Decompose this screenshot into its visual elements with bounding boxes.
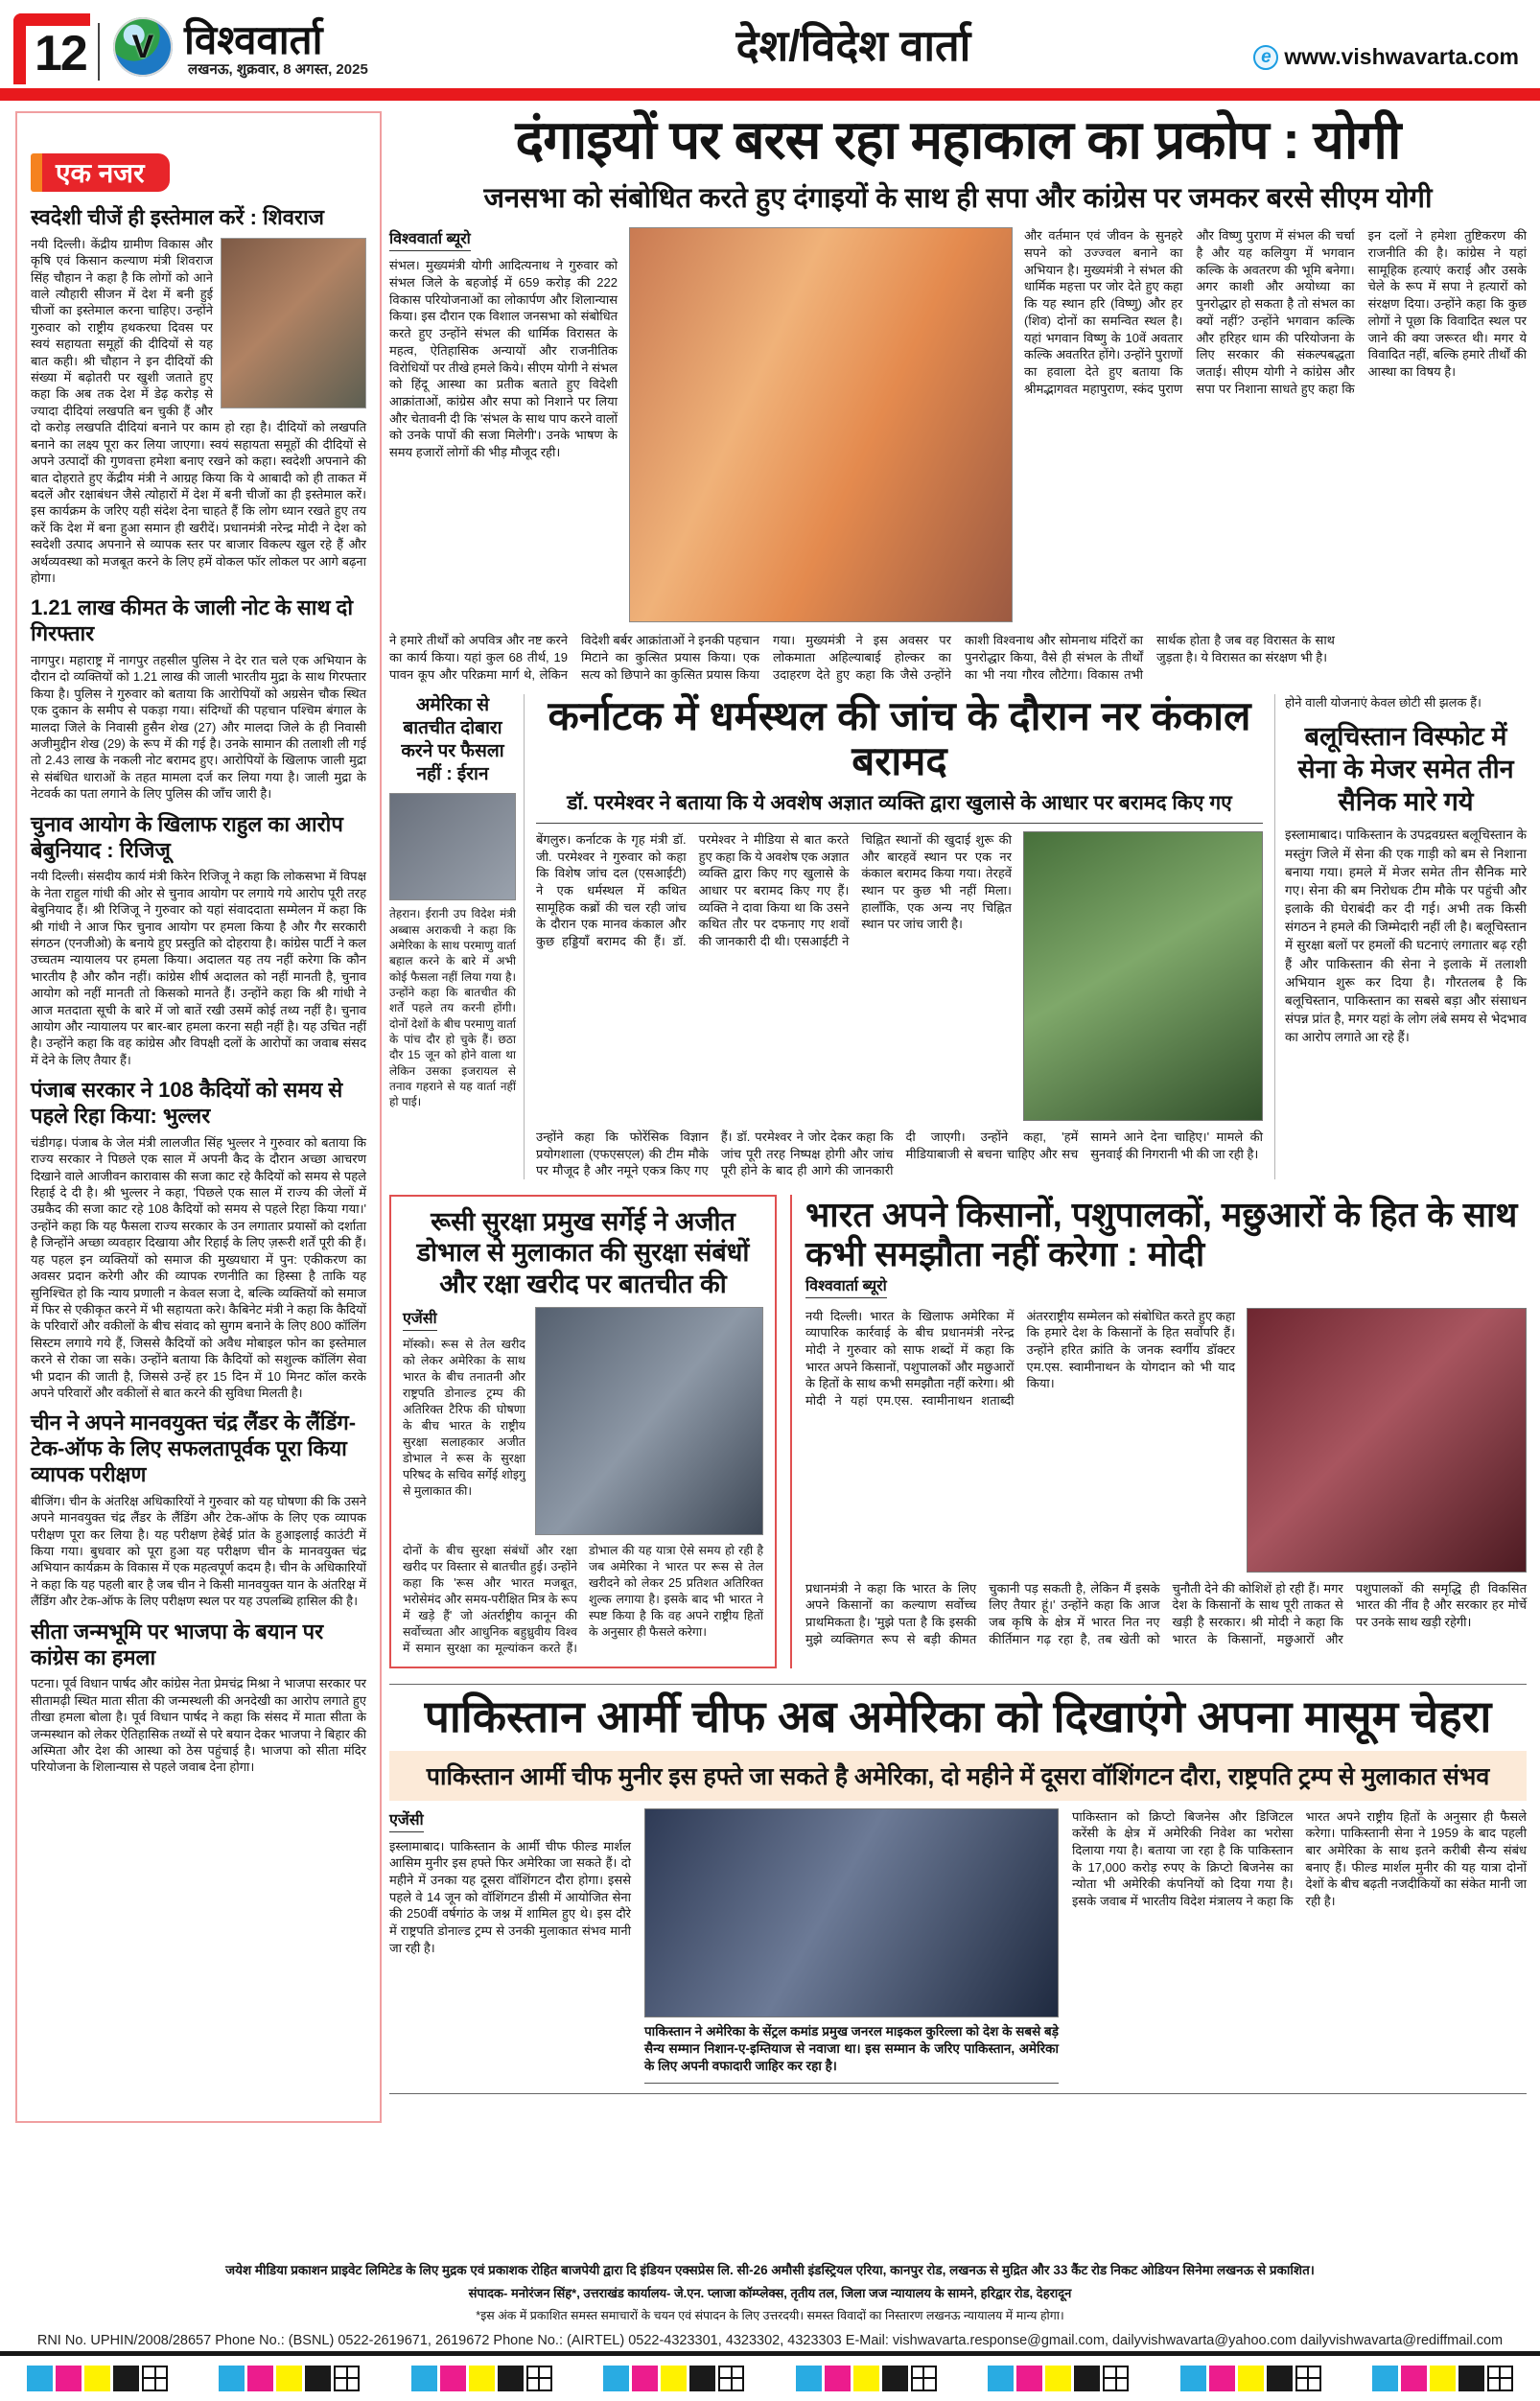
- sidebar-headline: पंजाब सरकार ने 108 कैदियों को समय से पहले रिहा किया: भुल्लर: [31, 1078, 343, 1129]
- sidebar-ek-najar: [15, 111, 382, 2123]
- karnataka-body-bottom: उन्होंने कहा कि फोरेंसिक विज्ञान प्रयोगशाला (एफएसएल) की टीम मौके पर मौजूद है और नमूने एकत्र किए गए हैं। डॉ. परमेश्वर ने जोर देकर कहा कि जांच पूरी तरह निष्पक्ष होगी और जांच पूरी होने के बाद ही आगे की जानकारी दी जाएगी। उन्होंने कहा, 'हमें मीडियाबाजी से बचना चाहिए और सच सामने आने देना चाहिए।' मामले की सुनवाई की निगरानी भी की जा रही है।: [536, 1129, 1263, 1178]
- balochistan-article: [1275, 694, 1527, 1178]
- cmyk-mark-group: [219, 2366, 360, 2391]
- pakistan-photo-caption: पाकिस्तान ने अमेरिका के सेंट्रल कमांड प्रमुख जनरल माइकल कुरिल्ला को देश के सबसे बड़े सैन्य सम्मान निशान-ए-इम्तियाज से नवाजा था। इस सम्मान के जरिए पाकिस्तान, अमेरिका के लिए अपनी वफादारी जाहिर कर रहा है।: [644, 2023, 1059, 2085]
- imprint-line-editor: संपादक- मनोरंजन सिंह*, उत्तराखंड कार्यालय- जे.एन. प्लाजा कॉम्प्लेक्स, तृतीय तल, जिला जज न्यायालय के सामने, हरिद्वार रोड, देहरादून: [468, 2286, 1072, 2300]
- photo-iran-minister: [389, 793, 516, 900]
- sidebar-headline: 1.21 लाख कीमत के जाली नोट के साथ दो गिरफ्तार: [31, 595, 354, 646]
- photo-shivraj-chouhan: [221, 238, 366, 408]
- banner-orange-accent: [31, 153, 42, 192]
- modi-byline: विश्ववार्ता ब्यूरो: [805, 1274, 887, 1298]
- registration-mark-icon: [526, 2366, 552, 2391]
- sidebar-article-punjab-prisoners: [31, 1078, 366, 1401]
- banner-label: एक नजर: [42, 153, 170, 192]
- photo-yogi-rally: [629, 227, 1013, 622]
- imprint-line-rni-contact: RNI No. UPHIN/2008/28657 Phone No.: (BSNL) 0522-2619671, 2619672 Phone No.: (AIRTEL) 0522-4323301, 4323302, 4323303 E-Mail: vishwavarta.response@gmail.com, dailyvishwavarta@yahoo.com dailyvishwavarta@rediffmail.com: [36, 2333, 1504, 2348]
- registration-mark-icon: [1487, 2366, 1513, 2391]
- lead-left-column: [389, 227, 618, 622]
- lead-body-bottom: ने हमारे तीर्थों को अपवित्र और नष्ट करने का कार्य किया। यहां कुल 68 तीर्थ, 19 पावन कूप और परिक्रमा मार्ग थे, लेकिन विदेशी बर्बर आक्रांताओं ने इनकी पहचान मिटाने का कुत्सित प्रयास किया। एक सत्य को छिपाने का कुत्सित प्रयास किया गया। मुख्यमंत्री ने इस अवसर पर लोकमाता अहिल्याबाई होल्कर का उदाहरण देते हुए कहा कि जैसे उन्होंने काशी विश्वनाथ और सोमनाथ मंदिरों का पुनरोद्धार किया, वैसे ही संभल के तीर्थों का भी नया गौरव लौटेगा। विकास तभी सार्थक होता है जब वह विरासत के साथ जुड़ता है। ये विरासत का संरक्षण भी है।: [389, 633, 1335, 682]
- lead-article: [389, 111, 1527, 683]
- logo-v-letter: V: [131, 28, 154, 65]
- sidebar-headline: चीन ने अपने मानवयुक्त चंद्र लैंडर के लैंडिंग-टेक-ऑफ के लिए सफलतापूर्वक पूरा किया व्यापक परीक्षण: [31, 1410, 357, 1487]
- page-number: 12: [35, 26, 86, 82]
- karnataka-headline: कर्नाटक में धर्मस्थल की जांच के दौरान नर कंकाल बरामद: [548, 693, 1251, 783]
- middle-band: [389, 694, 1527, 1178]
- pakistan-body-right: पाकिस्तान को क्रिप्टो बिजनेस और डिजिटल करेंसी के क्षेत्र में अमेरिकी निवेश का भरोसा दिलाया गया है। बताया जा रहा है कि पाकिस्तान के 17,000 करोड़ रुपए के क्रिप्टो बिजनेस का न्योता भी अमेरिकी कंपनियों को दिया गया है। इसके जवाब में भारतीय विदेश मंत्रालय ने कहा कि भारत अपने राष्ट्रीय हितों के अनुसार ही फैसले करेगा। पाकिस्तानी सेना ने 1959 के बाद पहली बार अमेरिका के साथ इतने करीबी सैन्य संबंध बनाए हैं। फील्ड मार्शल मुनीर की यह यात्रा दोनों देशों के बीच बढ़ती नजदीकियों का संकेत मानी जा रही है।: [1072, 1808, 1527, 1908]
- second-band: [389, 1195, 1527, 1668]
- browser-e-icon: e: [1253, 45, 1278, 70]
- iran-article: [389, 694, 524, 1178]
- iran-body: तेहरान। ईरानी उप विदेश मंत्री अब्बास अराकची ने कहा कि अमेरिका के साथ परमाणु वार्ता बहाल करने के बारे में अभी कोई फैसला नहीं लिया गया है। उन्होंने कहा कि बातचीत की शर्तें पहले तय करनी होंगी। दोनों देशों के बीच परमाणु वार्ता के पांच दौर हो चुके हैं। छठा दौर 15 जून को होने वाला था लेकिन उसका इजरायल से तनाव गहराने से यह वार्ता नहीं हो पाई।: [389, 907, 516, 1109]
- russia-body: दोनों के बीच सुरक्षा संबंधों और रक्षा खरीद पर विस्तार से बातचीत हुई। उन्होंने कहा कि 'रूस और भारत मजबूत, भरोसेमंद और समय-परीक्षित मित्र के रूप में खड़े हैं' जो अंतर्राष्ट्रीय कानून की सर्वोच्चता और आधुनिक बहुध्रुवीय विश्व में समान सुरक्षा का मूल्यांकन करते हैं। डोभाल की यह यात्रा ऐसे समय हो रही है जब अमेरिका ने भारत पर रूस से तेल खरीदने को लेकर 25 प्रतिशत अतिरिक्त शुल्क लगाया है। इसके बाद भी भारत ने स्पष्ट किया है कि वह अपने राष्ट्रीय हितों के अनुसार ही फैसले करेगा।: [403, 1544, 763, 1656]
- pakistan-byline: एजेंसी: [389, 1808, 424, 1832]
- masthead-globe-logo: [113, 17, 173, 77]
- cmyk-mark-group: [1180, 2366, 1321, 2391]
- sidebar-body: नयी दिल्ली। संसदीय कार्य मंत्री किरेन रिजिजू ने कहा कि लोकसभा में विपक्ष के नेता राहुल गांधी की ओर से चुनाव आयोग पर लगाये गये आरोप पूरी तरह बेबुनियाद हैं। श्री रिजिजू ने गुरुवार को यहां संवाददाता सम्मेलन में कहा कि श्री गांधी ने आज फिर चुनाव आयोग पर हमला किया है और गैर सरकारी संगठन (एनजीओ) के बनाये हुए प्रस्तुति को दोहराया है। कांग्रेस पार्टी ने कल उच्चतम न्यायालय पर हमला किया। अदालत यह तय नहीं करेगा कि कौन भारतीय है और कौन नहीं। कांग्रेस शीर्ष अदालत को नहीं मानती है, चुनाव आयोग को नहीं मानती तो किसको मानते हैं। उन्होंने कहा कि श्री गांधी ने आज मतदाता सूची के बारे में जो बातें रखी उसमें कोई तथ्य नहीं है। चुनाव आयोग और न्यायालय पर बार-बार हमला करना सही नहीं है। यह उचित नहीं है। उन्होंने कहा कि वह कांग्रेस और विपक्षी दलों के आरोपों का जवाब संसद में देने के लिए तैयार हैं।: [31, 869, 366, 1067]
- photo-karnataka-excavation: [1023, 831, 1263, 1121]
- header-rule: [0, 88, 1540, 101]
- cmyk-mark-group: [1372, 2366, 1513, 2391]
- imprint-line-publisher: जयेश मीडिया प्रकाशन प्राइवेट लिमिटेड के लिए मुद्रक एवं प्रकाशक रोहित बाजपेयी द्वारा दि इंडियन एक्सप्रेस लि. सी-26 अमौसी इंडस्ट्रियल एरिया, कानपुर रोड, लखनऊ से मुद्रित और 33 कैंट रोड निकट ओडियन सिनेमा लखनऊ से प्रकाशित।: [225, 2263, 1315, 2277]
- cmyk-mark-group: [988, 2366, 1129, 2391]
- cmyk-mark-group: [603, 2366, 744, 2391]
- sidebar-article-sita-janmabhoomi: [31, 1620, 366, 1776]
- registration-mark-icon: [718, 2366, 744, 2391]
- cmyk-mark-group: [411, 2366, 552, 2391]
- karnataka-body: बेंगलुरु। कर्नाटक के गृह मंत्री डॉ. जी. परमेश्वर ने गुरुवार को कहा कि विशेष जांच दल (एसआईटी) ने एक धर्मस्थल में कथित सामूहिक कब्रों की चल रही जांच के दौरान एक मानव कंकाल और कुछ हड्डियाँ बरामद की हैं। डॉ. परमेश्वर ने मीडिया से बात करते हुए कहा कि ये अवशेष एक अज्ञात व्यक्ति द्वारा किए गए खुलासे के आधार पर बरामद किए गए हैं। व्यक्ति ने दावा किया था कि उसने कथित तौर पर दफनाए गए शवों की जानकारी दी थी। एसआईटी ने चिह्नित स्थानों की खुदाई शुरू की और बारहवें स्थान पर एक नर कंकाल बरामद किया गया। तेरहवें स्थान पर कुछ भी नहीं मिला। हालाँकि, एक अन्य नए चिह्नित स्थान पर जांच जारी है।: [536, 831, 1012, 948]
- lead-subhead: जनसभा को संबोधित करते हुए दंगाइयों के साथ ही सपा और कांग्रेस पर जमकर बरसे सीएम योगी: [483, 183, 1433, 215]
- lead-byline: विश्ववार्ता ब्यूरो: [389, 227, 471, 251]
- imprint-line-disclaimer: *इस अंक में प्रकाशित समस्त समाचारों के चयन एवं संपादन के लिए उत्तरदयी। समस्त विवादों का निस्तारण लखनऊ न्यायालय में मान्य होगा।: [476, 2309, 1064, 2322]
- pakistan-headline: पाकिस्तान आर्मी चीफ अब अमेरिका को दिखाएंगे अपना मासूम चेहरा: [424, 1691, 1492, 1742]
- sidebar-body: नयी दिल्ली। केंद्रीय ग्रामीण विकास और कृषि एवं किसान कल्याण मंत्री शिवराज सिंह चौहान ने कहा है कि लोगों को आने वाले त्यौहारी सीजन में देश में बनी हुई चीजों का इस्तेमाल करना चाहिए। उन्होंने गुरुवार को राष्ट्रीय हथकरघा दिवस पर स्वयं सहायता समूहों की दीदियों से यह बात कही। श्री चौहान ने इन दीदियों की संख्या में बढ़ोतरी पर खुशी जताते हुए कहा कि अब तक देश में डेढ़ करोड़ से ज्यादा दीदियां लखपति बन चुकी हैं और दो करोड़ लखपति दीदियां बनाने पर काम हो रहा है। दीदियों को लखपति बनाने का लक्ष्य पूरा कर लिया जाएगा। स्वयं सहायता समूहों की दीदियों से अपने उत्पादों की गुणवत्ता हमेशा बनाए रखने को कहा। स्वदेशी अपनाने की बात दोहराते हुए केंद्रीय मंत्री ने आग्रह किया कि ये आबादी को ही ताकत में बदलें और रक्षाबंधन जैसे त्योहारों में देश में बनी चीजों का ही इस्तेमाल करें। इस कार्यक्रम के जरिए यही संदेश देना चाहते हैं कि लोग ध्यान रखते हुए तय करें कि देश में बना हुआ समान ही खरीदें। प्रधानमंत्री नरेन्द्र मोदी ने देश को स्वदेशी उत्पाद अपनाने से व्यापक स्तर पर बाजार विकल्प खुल रहे हैं और अर्थव्यवस्था को मजबूत करने के लिए हमें वोकल फॉर लोकल पर आगे बढ़ना होगा।: [31, 236, 366, 585]
- balochistan-body: इस्लामाबाद। पाकिस्तान के उपद्रवग्रस्त बलूचिस्तान के मस्तुंग जिले में सेना की एक गाड़ी को बम से निशाना बनाया गया। हमले में मेजर समेत तीन सैनिक मारे गए। सेना की बम निरोधक टीम मौके पर पहुंची और इलाके की घेराबंदी कर दी गई। अभी तक किसी संगठन ने हमले की जिम्मेदारी नहीं ली है। बलूचिस्तान में सुरक्षा बलों पर हमलों की घटनाएं लगातार बढ़ रही हैं और पाकिस्तान की सेना ने इलाके में तलाशी अभियान शुरू कर दिया है। गौरतलब है कि बलूचिस्तान, पाकिस्तान का सबसे बड़ा और संसाधन संपन्न प्रांत है, मगर यहां के लोग लंबे समय से भेदभाव का आरोप लगाते आ रहे हैं।: [1285, 828, 1527, 1045]
- sidebar-headline: स्वदेशी चीजें ही इस्तेमाल करें : शिवराज: [31, 205, 324, 229]
- sidebar-headline: सीता जन्मभूमि पर भाजपा के बयान पर कांग्रेस का हमला: [31, 1619, 324, 1669]
- main-column: [389, 111, 1527, 2094]
- photo-doval-shoigu-handshake: [535, 1307, 763, 1535]
- sidebar-body: नागपुर। महाराष्ट्र में नागपुर तहसील पुलिस ने देर रात चले एक अभियान के दौरान दो व्यक्तियों को 1.21 लाख की जाली भारतीय मुद्रा के साथ गिरफ्तार किया है। पुलिस ने गुरुवार को बताया कि आरोपियों को अग्रसेन चौक स्थित एक दुकान के समीप से पकड़ा गया। संदिग्धों की पहचान पश्चिम बंगाल के मालदा जिले के निवासी हुसैन शेख (27) और मालदा जिले के ही निवासी अजीमुद्दीन शेख (29) के रूप में की गई है। उनके सामान की तलाशी ली गई तो 2.43 लाख के नकली नोट बरामद हुए। आरोपियों के खिलाफ जाली मुद्रा से संबंधित धाराओं के तहत मामला दर्ज कर लिया गया है। जाली मुद्रा के नेटवर्क का पता लगाने के लिए पुलिस की जाँच जारी है।: [31, 653, 366, 802]
- registration-mark-icon: [142, 2366, 168, 2391]
- registration-mark-icon: [911, 2366, 937, 2391]
- sidebar-article-china-lander: [31, 1410, 366, 1609]
- website-link[interactable]: [1253, 44, 1519, 70]
- russia-headline: रूसी सुरक्षा प्रमुख सर्गेई ने अजीत डोभाल से मुलाकात की सुरक्षा संबंधों और रक्षा खरीद पर बातचीत की: [416, 1206, 750, 1298]
- section-title: देश/विदेश वार्ता: [735, 21, 971, 70]
- photo-modi-speech: [1247, 1308, 1527, 1573]
- russia-doval-article: [389, 1195, 777, 1668]
- registration-mark-icon: [1295, 2366, 1321, 2391]
- bottom-rule: [0, 2351, 1540, 2356]
- imprint-footer: [0, 2261, 1540, 2348]
- karnataka-subhead: डॉ. परमेश्वर ने बताया कि ये अवशेष अज्ञात व्यक्ति द्वारा खुलासे के आधार पर बरामद किए गए: [536, 783, 1263, 824]
- header-divider: [98, 23, 100, 81]
- ek-najar-banner: [31, 153, 366, 192]
- photo-kurilla-award-ceremony: [644, 1808, 1059, 2017]
- pakistan-subhead: पाकिस्तान आर्मी चीफ मुनीर इस हफ्ते जा सकते है अमेरिका, दो महीने में दूसरा वॉशिंगटन दौरा, राष्ट्रपति ट्रम्प से मुलाकात संभव: [389, 1751, 1527, 1801]
- modi-article: [790, 1195, 1527, 1668]
- modi-body-bottom: प्रधानमंत्री ने कहा कि भारत के लिए अपने किसानों का कल्याण सर्वोच्च प्राथमिकता है। 'मुझे पता है कि इसकी मुझे व्यक्तिगत रूप से बड़ी कीमत चुकानी पड़ सकती है, लेकिन मैं इसके लिए तैयार हूं।' उन्होंने कहा कि आज जब कृषि के क्षेत्र में भारत नित नए कीर्तिमान गढ़ रहा है, तब खेती को चुनौती देने की कोशिशें हो रही हैं। मगर देश के किसानों के साथ पूरी ताकत से खड़ी है सरकार। श्री मोदी ने कहा कि भारत के किसानों, मछुआरों और पशुपालकों की समृद्धि ही विकसित भारत की नींव है और सरकार हर मोर्चे पर उनके साथ खड़ी रहेगी।: [805, 1580, 1527, 1646]
- pakistan-article: [389, 1684, 1527, 2094]
- sidebar-article-rijiju: [31, 812, 366, 1069]
- cmyk-mark-group: [27, 2366, 168, 2391]
- sidebar-body: पटना। पूर्व विधान पार्षद और कांग्रेस नेता प्रेमचंद्र मिश्रा ने भाजपा सरकार पर सीतामढ़ी स्थित माता सीता की जन्मस्थली की अनदेखी का आरोप लगाते हुए तीखा हमला बोला है। पूर्व विधान पार्षद ने कहा कि संसद में माता सीता के जन्मस्थान को लेकर ऐतिहासिक तथ्यों से परे बयान देकर भाजपा ने बिहार की अस्मिता और देश की आस्था को ठेस पहुंचाई है। भाजपा को सीता मंदिर परियोजना के शिलान्यास से पहले जवाब देना होगा।: [31, 1676, 366, 1775]
- sidebar-body: चंडीगढ़। पंजाब के जेल मंत्री लालजीत सिंह भुल्लर ने गुरुवार को बताया कि राज्य सरकार ने पिछले एक साल में अपनी कैद के दौरान अच्छा आचरण दिखाने वाले आजीवन कारावास की सजा काट रहे कैदियों को समय से पहले रिहाई दे दी है। श्री भुल्लर ने कहा, 'पिछले एक साल में राज्य की जेलों में उम्रकैद की सजा काट रहे 108 कैदियों को समय से पहले रिहा किया गया।' उन्होंने कहा कि यह फैसला राज्य सरकार के उन लगातार प्रयासों को दर्शाता है जिन्होंने अच्छा व्यवहार दिखाया और रिहाई के लिए ज़रूरी शर्तें पूरी की हैं। यह पहल इन व्यक्तियों को समाज की मुख्यधारा में पुन: एकीकरण का अवसर प्रदान करेगी और की व्यापक रणनीति का हिस्सा है ताकि यह सुनिश्चित हो कि न्याय प्रणाली न केवल सजा दे, बल्कि व्यक्तियों को समाज में फिर से एकीकृत करने में भी सहायता करे। कैबिनेट मंत्री ने कहा कि कैदियों के परिवारों और वकीलों के बीच संवाद को सुगम बनाने के लिए 800 कॉलिंग सिस्टम लगाये गये हैं, जिससे कैदियों को अवैध मोबाइल फोन का इस्तेमाल करने से रोका जा सके। उन्होंने बताया कि कैदियों को सशुल्क कॉलिंग सेवा भी प्रदान की जाती है, जिससे उन्हें हर 15 दिन में 10 मिनट कॉल करके अपने परिवारों और वकीलों से बात करने की सुविधा मिलती है।: [31, 1134, 366, 1400]
- pakistan-body-left: इस्लामाबाद। पाकिस्तान के आर्मी चीफ फील्ड मार्शल आसिम मुनीर इस हफ्ते फिर अमेरिका जा सकते हैं। दो महीने में उनका यह दूसरा वॉशिंगटन दौरा होगा। इससे पहले वे 14 जून को वॉशिंगटन डीसी में आयोजित सेना की 250वीं वर्षगांठ के जश्न में शामिल हुए थे। इस दौरे में राष्ट्रपति डोनाल्ड ट्रम्प से उनकी मुलाकात संभव मानी जा रही है।: [389, 1838, 631, 1955]
- balochistan-pre-text: होने वाली योजनाएं केवल छोटी सी झलक हैं।: [1285, 695, 1482, 711]
- cmyk-registration-strip: [27, 2363, 1513, 2393]
- sidebar-body: बीजिंग। चीन के अंतरिक्ष अधिकारियों ने गुरुवार को यह घोषणा की कि उसने अपने मानवयुक्त चंद्र लैंडर के लैंडिंग और टेक-ऑफ के लिए एक व्यापक परीक्षण पूरा कर लिया है। यह परीक्षण हेबेई प्रांत के हुआइलाई काउंटी में किया गया। बुधवार को पूरा हुआ यह परीक्षण चीन के मानवयुक्त चंद्र अभियान कार्यक्रम के विकास में एक महत्वपूर्ण कदम है। चीन के अधिकारियों ने कहा कि यह पहली बार है जब चीन ने किसी मानवयुक्त यान के अंतरिक्ष में लैंडिंग और टेक-ऑफ के लिए परीक्षण स्थल पर यह उपलब्धि हासिल की है।: [31, 1493, 366, 1609]
- lead-body-left: संभल। मुख्यमंत्री योगी आदित्यनाथ ने गुरुवार को संभल जिले के बहजोई में 659 करोड़ की 222 विकास परियोजनाओं का लोकार्पण और शिलान्यास किया। इस दौरान एक विशाल जनसभा को संबोधित करते हुए उन्होंने संभल की धार्मिक विरासत के महत्व, ऐतिहासिक अन्यायों और राजनीतिक विरोधियों पर तीखे हमले किये। सीएम योगी ने संभल को हिंदू आस्था का प्रतीक बताते हुए विदेशी आक्रांताओं, कांग्रेस और सपा को निशाने पर लिया और चेतावनी दी कि 'संभल के साथ पाप करने वालों को उनके पापों की सजा मिलेगी'। उनके भाषण के समय हजारों लोगों की भीड़ मौजूद रही।: [389, 258, 618, 459]
- masthead-title: विश्ववार्ता: [184, 17, 323, 62]
- website-url[interactable]: www.vishwavarta.com: [1284, 44, 1519, 69]
- russia-intro: मॉस्को। रूस से तेल खरीद को लेकर अमेरिका के साथ भारत के बीच तनातनी और राष्ट्रपति डोनाल्ड ट्रम्प की अतिरिक्त टैरिफ की घोषणा के बीच भारत के राष्ट्रीय सुरक्षा सलाहकार अजीत डोभाल ने रूस के सुरक्षा परिषद के सचिव सर्गेई शोइगु से मुलाकात की।: [403, 1338, 525, 1499]
- registration-mark-icon: [1103, 2366, 1129, 2391]
- balochistan-headline: बलूचिस्तान विस्फोट में सेना के मेजर समेत तीन सैनिक मारे गये: [1297, 722, 1514, 816]
- sidebar-headline: चुनाव आयोग के खिलाफ राहुल का आरोप बेबुनियाद : रिजिजू: [31, 811, 343, 862]
- russia-byline: एजेंसी: [403, 1307, 437, 1331]
- cmyk-mark-group: [796, 2366, 937, 2391]
- dateline: लखनऊ, शुक्रवार, 8 अगस्त, 2025: [188, 61, 368, 78]
- modi-headline: भारत अपने किसानों, पशुपालकों, मछुआरों के हित के साथ कभी समझौता नहीं करेगा : मोदी: [805, 1194, 1518, 1274]
- sidebar-article-shivraj: [31, 205, 366, 586]
- lead-headline: दंगाइयों पर बरस रहा महाकाल का प्रकोप : योगी: [515, 109, 1401, 170]
- pakistan-photo-block: [644, 1808, 1059, 2085]
- iran-headline: अमेरिका से बातचीत दोबारा करने पर फैसला नहीं : ईरान: [401, 695, 504, 784]
- registration-mark-icon: [334, 2366, 360, 2391]
- lead-body-right: और वर्तमान एवं जीवन के सुनहरे सपने को उज्ज्वल बनाने का अभियान है। मुख्यमंत्री ने संभल की धार्मिक महत्ता पर जोर देते हुए कहा कि यह स्थान हरि (विष्णु) और हर (शिव) दोनों का समन्वित स्थल है। यहां भगवान विष्णु के 10वें अवतार कल्कि अवतरित होंगे। उन्होंने पुराणों का हवाला देते हुए बताया कि श्रीमद्भागवत महापुराण, स्कंद पुराण और विष्णु पुराण में संभल की चर्चा है और यह कलियुग में भगवान कल्कि के अवतरण की भूमि बनेगा। अगर काशी और अयोध्या का पुनरोद्धार हो सकता है तो संभल का क्यों नहीं? उन्होंने भगवान कल्कि और हरिहर धाम की परियोजना के लिए सरकार की संकल्पबद्धता जताई। सीएम योगी ने कांग्रेस और सपा पर निशाना साधते हुए कहा कि इन दलों ने हमेशा तुष्टिकरण की राजनीति की है। कांग्रेस ने यहां सामूहिक हत्याएं कराई और उसके चेले के रूप में सपा ने हत्यारों को संरक्षण दिया। उन्होंने कहा कि कुछ लोगों ने पूछा कि विवादित स्थल पर जाने की क्या जरूरत थी। मगर ये विवादित नहीं, बल्कि हमारे तीर्थों की आस्था का विषय है।: [1024, 228, 1527, 396]
- modi-body-left: नयी दिल्ली। भारत के खिलाफ अमेरिका में व्यापारिक कार्रवाई के बीच प्रधानमंत्री नरेन्द्र मोदी ने गुरुवार को साफ शब्दों में कहा कि भारत अपने किसानों, पशुपालकों और मछुआरों के हितों के साथ कभी समझौता नहीं करेगा। श्री मोदी ने यहां एम.एस. स्वामीनाथन शताब्दी अंतरराष्ट्रीय सम्मेलन को संबोधित करते हुए कहा कि हमारे देश के किसानों के हित सर्वोपरि हैं। उन्होंने हरित क्रांति के जनक स्वर्गीय डॉक्टर एम.एस. स्वामीनाथन के योगदान को भी याद किया।: [805, 1308, 1235, 1409]
- karnataka-article: [524, 694, 1275, 1178]
- sidebar-article-fake-notes: [31, 595, 366, 802]
